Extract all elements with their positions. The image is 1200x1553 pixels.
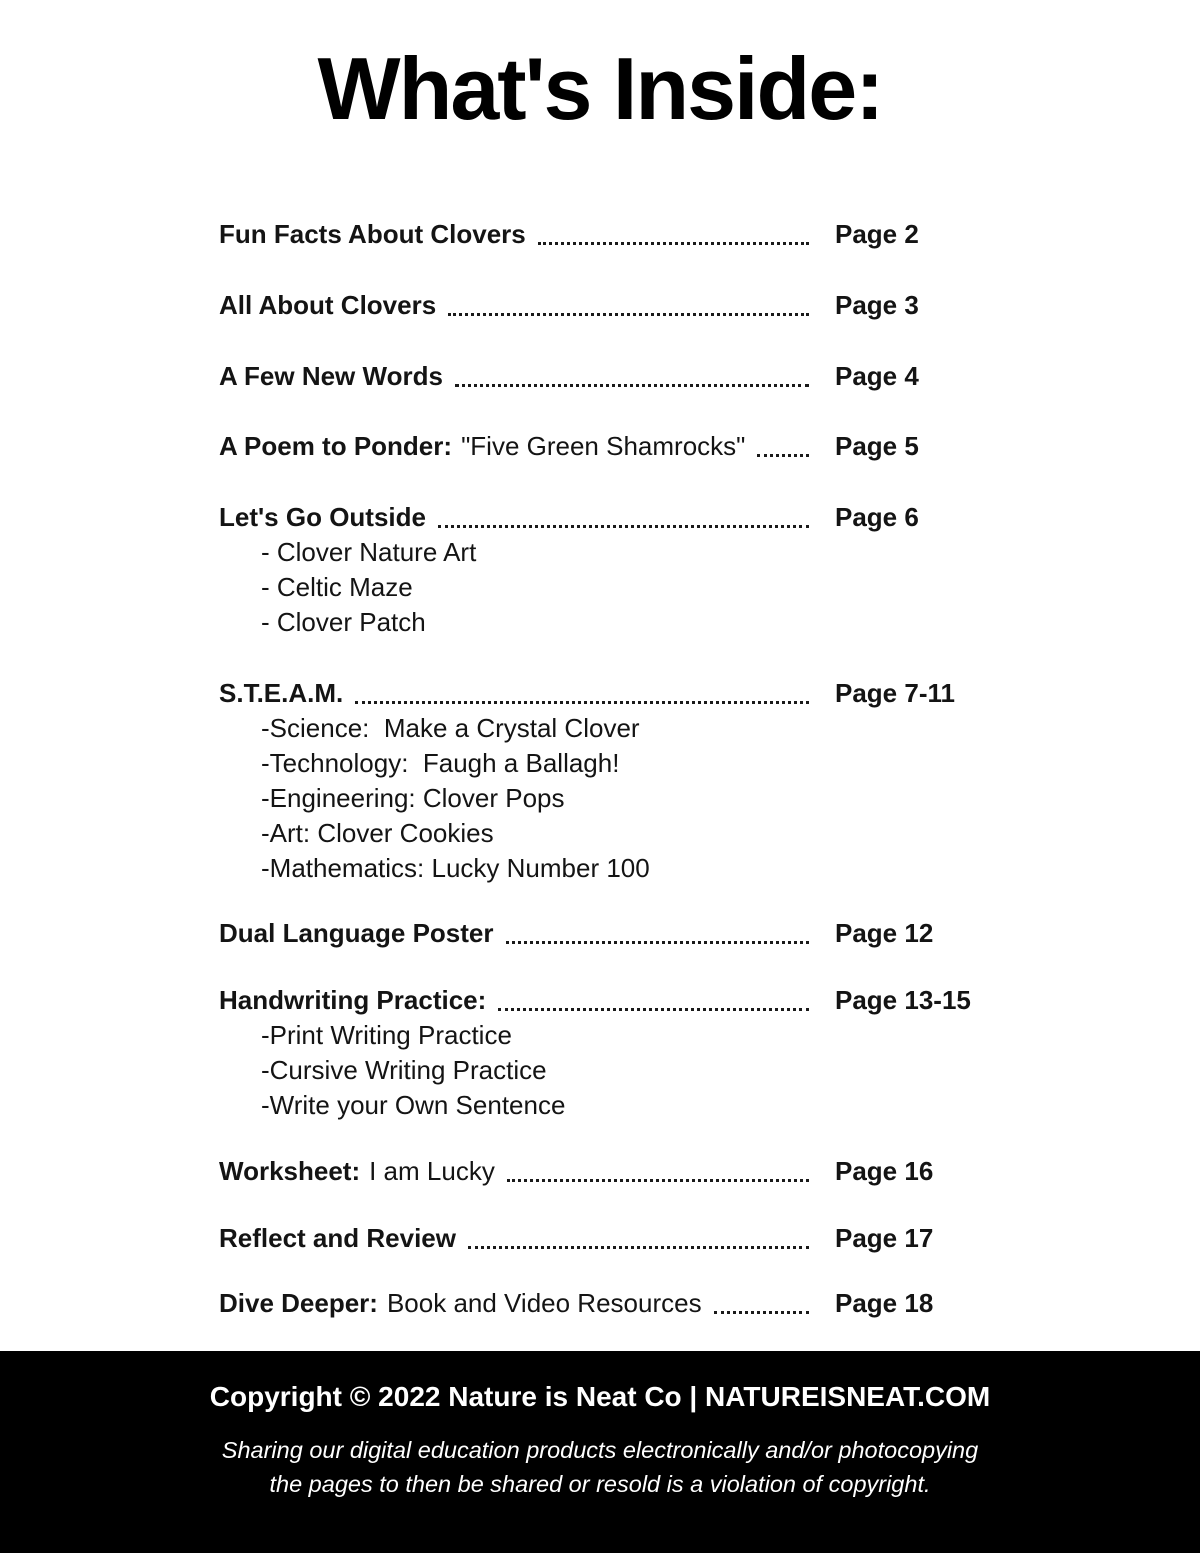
toc-row [219,676,985,711]
toc-page-number: Page 4 [835,361,919,392]
toc-entry-label: Worksheet: [219,1156,361,1187]
page-title: What's Inside: [317,39,883,138]
toc-row [219,1154,985,1189]
toc-entry-label: Fun Facts About Clovers [219,219,526,250]
toc-row [219,288,985,323]
toc-page-number: Page 12 [835,918,934,949]
toc-subitem: -Engineering: Clover Pops [261,783,565,814]
dotted-leader [498,1008,809,1011]
dotted-leader [438,525,809,528]
toc-page-number: Page 17 [835,1223,934,1254]
toc-subitem: -Write your Own Sentence [261,1090,566,1121]
toc-page-number: Page 7-11 [835,678,955,709]
toc-subitems [219,711,985,886]
toc-row [219,217,985,252]
copyright-notice-line2: the pages to then be shared or resold is a violation of copyright. [269,1471,931,1497]
toc-entry-label: A Poem to Ponder: [219,431,453,462]
dotted-leader [468,1246,809,1249]
copyright-notice [0,1433,1200,1501]
toc-entry-sublabel: Book and Video Resources [386,1288,702,1319]
dotted-leader [757,454,809,457]
toc-entry-label: Dive Deeper: [219,1288,378,1319]
toc-subitems [219,1018,985,1123]
toc-row [219,500,985,535]
dotted-leader [714,1311,809,1314]
toc-subitem: - Clover Patch [261,607,426,638]
dotted-leader [355,701,809,704]
copyright-line: Copyright © 2022 Nature is Neat Co | NATUREISNEAT.COM [209,1381,991,1412]
toc-subitem: - Clover Nature Art [261,537,477,568]
table-of-contents [0,217,1200,1321]
dotted-leader [455,384,809,387]
toc-subitem: -Technology: Faugh a Ballagh! [261,748,620,779]
toc-entry-label: All About Clovers [219,290,437,321]
toc-page-number: Page 13-15 [835,985,971,1016]
toc-page-number: Page 3 [835,290,919,321]
toc-row [219,983,985,1018]
toc-entry-label: Dual Language Poster [219,918,494,949]
dotted-leader [506,941,810,944]
toc-entry-label: Handwriting Practice: [219,985,487,1016]
dotted-leader [448,313,809,316]
toc-subitems [219,535,985,640]
footer [0,1351,1200,1553]
toc-page-number: Page 6 [835,502,919,533]
toc-subitem: -Art: Clover Cookies [261,818,494,849]
toc-page-number: Page 2 [835,219,919,250]
toc-subitem: -Print Writing Practice [261,1020,512,1051]
toc-entry-sublabel: I am Lucky [369,1156,495,1187]
toc-subitem: -Mathematics: Lucky Number 100 [261,853,650,884]
toc-entry-label: S.T.E.A.M. [219,678,344,709]
toc-row [219,359,985,394]
dotted-leader [538,242,809,245]
toc-row [219,1286,985,1321]
copyright-notice-line1: Sharing our digital education products electronically and/or photocopying [221,1437,979,1463]
dotted-leader [507,1179,809,1182]
toc-entry-sublabel: "Five Green Shamrocks" [461,431,746,462]
toc-entry-label: Reflect and Review [219,1223,456,1254]
toc-subitem: - Celtic Maze [261,572,413,603]
toc-subitem: -Science: Make a Crystal Clover [261,713,640,744]
toc-page-number: Page 16 [835,1156,934,1187]
toc-row [219,916,985,951]
toc-row [219,1221,985,1256]
toc-entry-label: Let's Go Outside [219,502,426,533]
toc-entry-label: A Few New Words [219,361,443,392]
toc-row [219,429,985,464]
toc-subitem: -Cursive Writing Practice [261,1055,547,1086]
toc-page-number: Page 18 [835,1288,934,1319]
toc-page-number: Page 5 [835,431,919,462]
